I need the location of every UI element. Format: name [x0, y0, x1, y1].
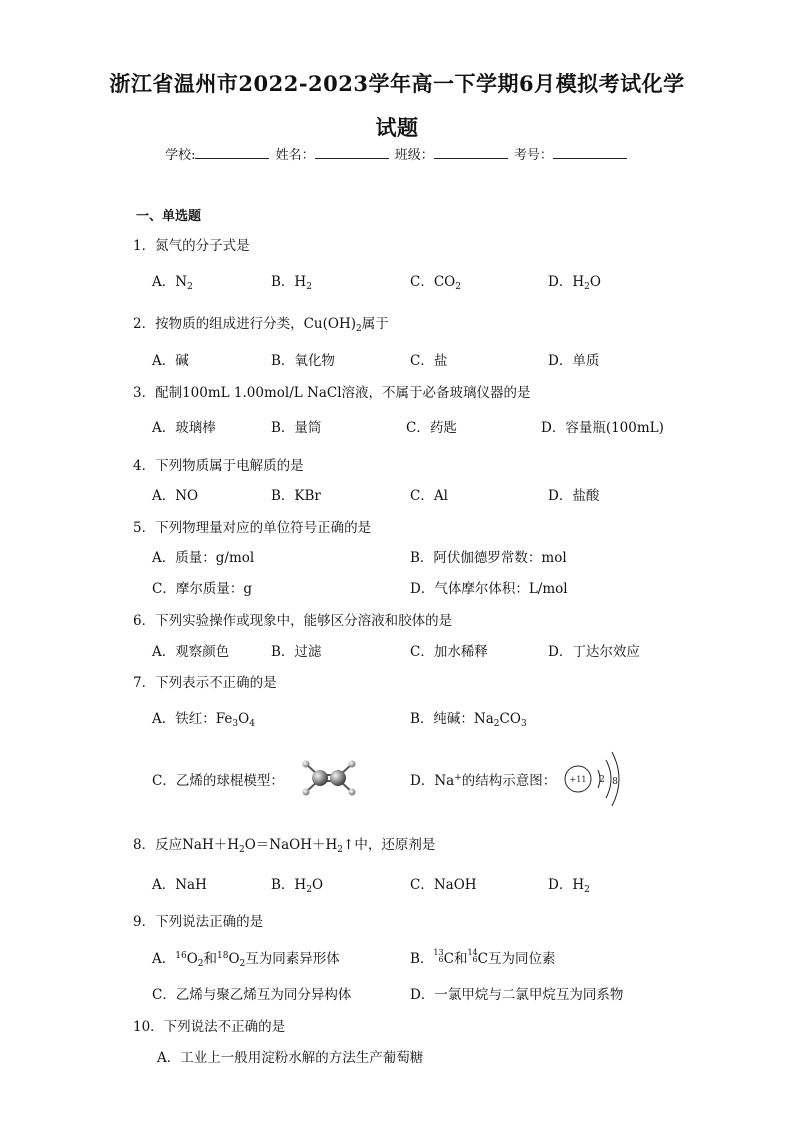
q6-option-b[interactable]: B．过滤 [271, 644, 322, 660]
q4-option-d[interactable]: D．盐酸 [548, 488, 600, 504]
shell-2-electrons: 8 [612, 777, 618, 787]
title-line-2: 试题 [375, 115, 419, 140]
q5-option-d[interactable]: D．气体摩尔体积：L/mol [410, 581, 568, 597]
section-heading: 一、单选题 [136, 209, 202, 224]
q2-option-b[interactable]: B．氧化物 [271, 353, 335, 369]
q1-option-a[interactable]: A．$N_2$ [152, 274, 193, 292]
q7-option-b[interactable]: B．纯碱：$Na_2CO_3$ [410, 711, 527, 729]
q4-option-c[interactable]: C．Al [410, 488, 448, 504]
q3-option-b[interactable]: B．量筒 [271, 420, 322, 436]
question-3: 3．配制100mL 1.00mol/L NaCl溶液，不属于必备玻璃仪器的是 [133, 385, 531, 401]
q2-option-d[interactable]: D．单质 [548, 353, 600, 369]
exam-no-field[interactable] [553, 145, 627, 159]
q4-option-a[interactable]: A．NO [152, 488, 199, 504]
class-label: 班级： [394, 148, 434, 163]
q8-option-a[interactable]: A．NaH [152, 877, 207, 893]
sodium-ion-structure-diagram [562, 750, 624, 808]
question-5: 5．下列物理量对应的单位符号正确的是 [133, 520, 372, 536]
q5-option-c[interactable]: C．摩尔质量：g [152, 581, 252, 597]
q6-option-c[interactable]: C．加水稀释 [410, 644, 488, 660]
q2-option-c[interactable]: C．盐 [410, 353, 448, 369]
question-1: 1．氮气的分子式是 [133, 238, 250, 254]
question-7: 7．下列表示不正确的是 [133, 675, 277, 691]
q3-option-a[interactable]: A．玻璃棒 [152, 420, 216, 436]
q6-option-d[interactable]: D．丁达尔效应 [548, 644, 640, 660]
q5-option-a[interactable]: A．质量：g/mol [152, 550, 255, 566]
question-8: 8．反应$NaH+H_2O=NaOH+H_2↑$中，还原剂是 [133, 837, 436, 855]
question-2: 2．按物质的组成进行分类，$Cu(OH)_2$属于 [133, 316, 389, 334]
q7-option-d[interactable]: D．Na+的结构示意图： [410, 773, 557, 789]
q3-option-c[interactable]: C．药匙 [406, 420, 457, 436]
q1-option-b[interactable]: B．$H_2$ [271, 274, 312, 292]
q5-option-b[interactable]: B．阿伏伽德罗常数：mol [410, 550, 567, 566]
question-9: 9．下列说法正确的是 [133, 914, 264, 930]
q9-option-d[interactable]: D．一氯甲烷与二氯甲烷互为同系物 [410, 987, 624, 1003]
q1-option-d[interactable]: D．$H_2O$ [548, 274, 601, 292]
q3-option-d[interactable]: D．容量瓶(100mL) [541, 420, 664, 436]
q7-option-c[interactable]: C．乙烯的球棍模型： [152, 773, 284, 789]
name-label: 姓名： [275, 148, 315, 163]
title-line-1: 浙江省温州市2022-2023学年高一下学期6月模拟考试化学 [109, 71, 685, 96]
q8-option-b[interactable]: B．$H_2O$ [271, 877, 324, 895]
exam-no-label: 考号： [513, 148, 553, 163]
q1-option-c[interactable]: C．$CO_2$ [410, 274, 461, 292]
q10-option-a[interactable]: A．工业上一般用淀粉水解的方法生产葡萄糖 [157, 1050, 424, 1066]
q7-option-a[interactable]: A．铁红：$Fe_3O_4$ [152, 711, 255, 729]
q6-option-a[interactable]: A．观察颜色 [152, 644, 230, 660]
q9-option-c[interactable]: C．乙烯与聚乙烯互为同分异构体 [152, 987, 352, 1003]
q9-option-a[interactable]: A．$^{16}O_2$和$^{18}O_2$互为同素异形体 [152, 951, 340, 969]
q2-option-a[interactable]: A．碱 [152, 353, 189, 369]
ethylene-ball-stick-model [296, 758, 362, 798]
shell-1-electrons: 2 [599, 775, 605, 785]
question-4: 4．下列物质属于电解质的是 [133, 458, 304, 474]
student-info [0, 144, 794, 163]
name-field[interactable] [315, 145, 389, 159]
school-field[interactable] [195, 145, 269, 159]
q8-option-c[interactable]: C．NaOH [410, 877, 477, 893]
q4-option-b[interactable]: B．KBr [271, 488, 321, 504]
class-field[interactable] [434, 145, 508, 159]
nucleus-charge: +11 [569, 775, 587, 784]
question-10: 10．下列说法不正确的是 [133, 1019, 286, 1035]
question-6: 6．下列实验操作或现象中，能够区分溶液和胶体的是 [133, 613, 453, 629]
school-label: 学校: [165, 148, 196, 163]
q9-option-b[interactable]: B．13 6C和14 6C互为同位素 [410, 948, 556, 967]
q8-option-d[interactable]: D．$H_2$ [548, 877, 590, 895]
